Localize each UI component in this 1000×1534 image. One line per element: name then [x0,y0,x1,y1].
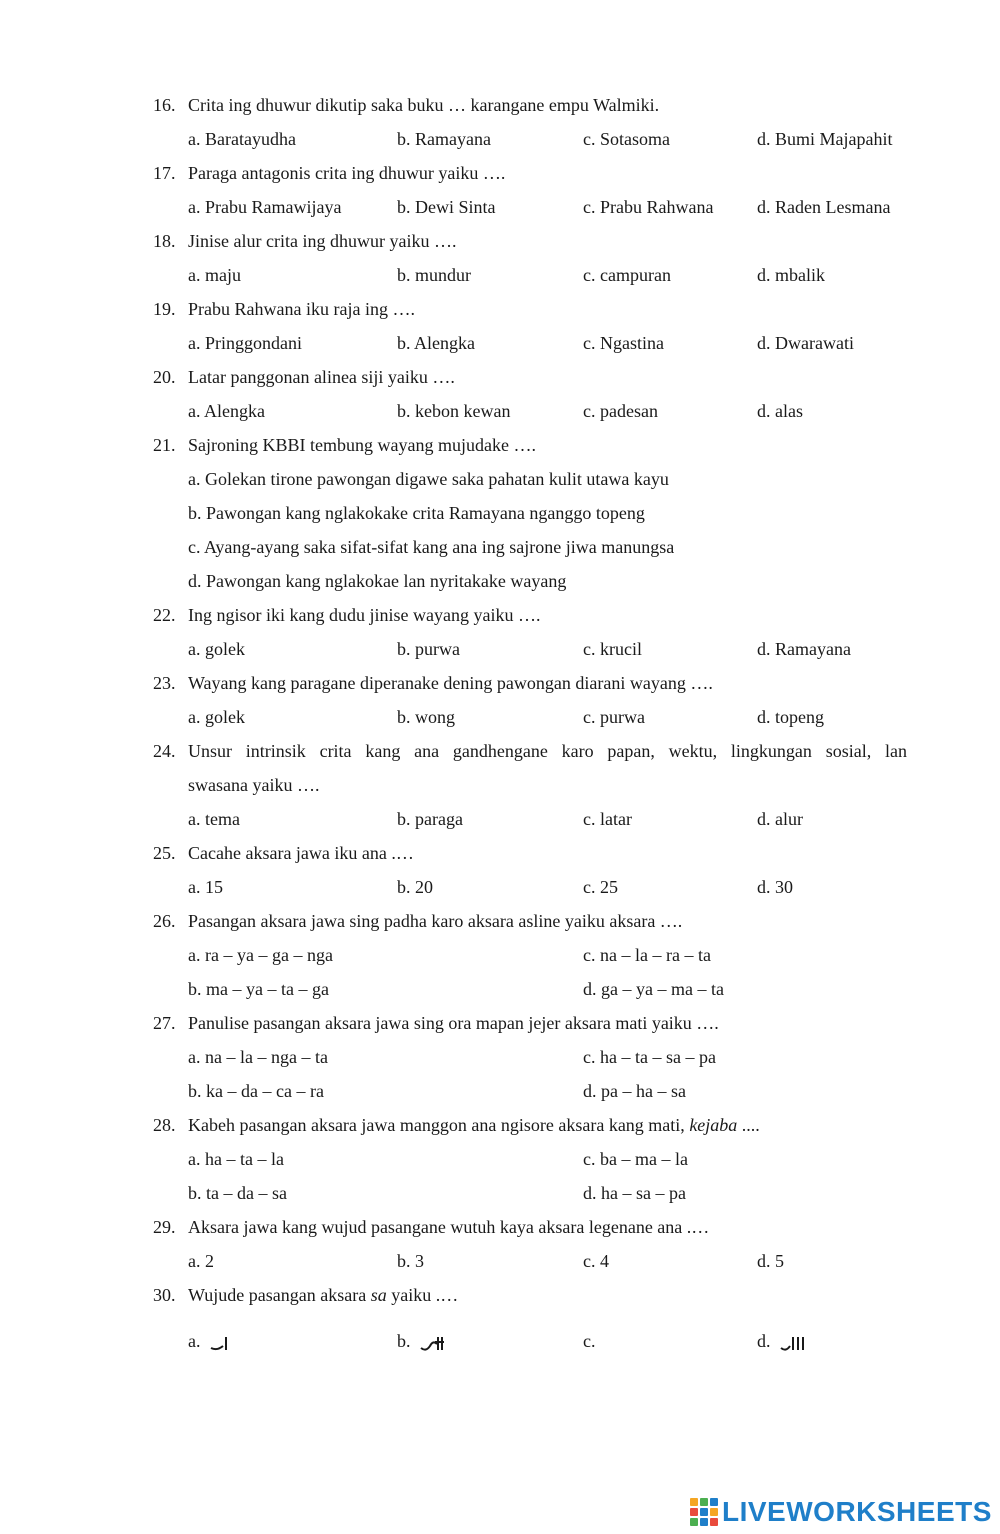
question-text-continued: swasana yaiku …. [188,775,320,795]
option-c[interactable]: c. Ayang-ayang saka sifat-sifat kang ana ing sajrone jiwa manungsa [188,537,675,557]
question-number: 29. [153,1217,176,1237]
option-c[interactable]: c. Ngastina [583,333,664,353]
option-a[interactable]: a. ha – ta – la [188,1149,284,1169]
option-a[interactable]: a. 2 [188,1251,214,1271]
option-a[interactable]: a. golek [188,707,245,727]
option-a[interactable]: a. Prabu Ramawijaya [188,197,342,217]
option-c[interactable]: c. ba – ma – la [583,1149,688,1169]
question-text: Aksara jawa kang wujud pasangane wutuh kaya aksara legenane ana .… [188,1217,710,1237]
option-c[interactable]: c. latar [583,809,632,829]
option-b[interactable]: b. Dewi Sinta [397,197,496,217]
question-text: Wayang kang paragane diperanake dening pawongan diarani wayang …. [188,673,713,693]
option-c[interactable]: c. purwa [583,707,645,727]
option-b[interactable]: b. wong [397,707,455,727]
option-b[interactable]: b. mundur [397,265,471,285]
option-c[interactable]: c. padesan [583,401,658,421]
option-a[interactable] [188,1330,233,1352]
option-a[interactable]: a. Golekan tirone pawongan digawe saka pahatan kulit utawa kayu [188,469,669,489]
logo-tiles-icon [690,1498,718,1526]
question-text: Ing ngisor iki kang dudu jinise wayang yaiku …. [188,605,541,625]
option-a[interactable]: a. tema [188,809,240,829]
question-text-tail: .... [737,1115,760,1135]
javanese-pasangan-glyph-a [209,1334,233,1352]
option-b[interactable]: b. ta – da – sa [188,1183,287,1203]
question-number: 24. [153,741,176,761]
option-d[interactable] [757,1330,807,1352]
question-number: 17. [153,163,176,183]
option-b[interactable]: b. paraga [397,809,463,829]
option-b[interactable]: b. purwa [397,639,460,659]
option-c[interactable]: c. na – la – ra – ta [583,945,711,965]
option-b[interactable]: b. ka – da – ca – ra [188,1081,324,1101]
option-a[interactable]: a. golek [188,639,245,659]
option-a[interactable]: a. Alengka [188,401,265,421]
question-text: Crita ing dhuwur dikutip saka buku … karangane empu Walmiki. [188,95,660,115]
question-text-emphasis: sa [370,1285,387,1305]
option-d[interactable]: d. Raden Lesmana [757,197,891,217]
option-d[interactable]: d. topeng [757,707,824,727]
option-d[interactable]: d. pa – ha – sa [583,1081,686,1101]
option-b[interactable]: b. ma – ya – ta – ga [188,979,329,999]
option-c[interactable]: c. 25 [583,877,618,897]
question-number: 16. [153,95,176,115]
option-d[interactable]: d. mbalik [757,265,825,285]
javanese-pasangan-glyph-d [779,1334,807,1352]
logo-text: LIVEWORKSHEETS [722,1496,992,1527]
option-d[interactable]: d. 30 [757,877,793,897]
option-c[interactable]: c. Sotasoma [583,129,670,149]
option-d[interactable]: d. Pawongan kang nglakokae lan nyritakake wayang [188,571,567,591]
option-b[interactable] [397,1330,445,1352]
question-number: 30. [153,1285,176,1305]
option-d[interactable]: d. alur [757,809,803,829]
question-text-main: Kabeh pasangan aksara jawa manggon ana ngisore aksara kang mati, [188,1115,690,1135]
question-text-main: Wujude pasangan aksara [188,1285,371,1305]
question-text: Jinise alur crita ing dhuwur yaiku …. [188,231,457,251]
option-c[interactable]: c. krucil [583,639,642,659]
option-a[interactable]: a. Baratayudha [188,129,296,149]
question-number: 20. [153,367,176,387]
liveworksheets-logo [690,1496,992,1528]
option-c-label: c. [583,1331,596,1351]
option-c[interactable]: c. campuran [583,265,671,285]
option-d[interactable]: d. 5 [757,1251,784,1271]
option-a[interactable]: a. na – la – nga – ta [188,1047,328,1067]
question-number: 28. [153,1115,176,1135]
question-text: Panulise pasangan aksara jawa sing ora mapan jejer aksara mati yaiku …. [188,1013,719,1033]
option-b[interactable]: b. 3 [397,1251,424,1271]
option-d[interactable]: d. ha – sa – pa [583,1183,686,1203]
question-text: Sajroning KBBI tembung wayang mujudake …. [188,435,536,455]
option-d[interactable]: d. Ramayana [757,639,851,659]
option-a[interactable]: a. maju [188,265,241,285]
option-c[interactable]: c. ha – ta – sa – pa [583,1047,716,1067]
question-text-tail: yaiku .… [386,1285,459,1305]
option-c[interactable] [583,1330,596,1352]
question-text: Pasangan aksara jawa sing padha karo aksara asline yaiku aksara …. [188,911,683,931]
option-b[interactable]: b. Ramayana [397,129,491,149]
question-number: 27. [153,1013,176,1033]
option-d[interactable]: d. ga – ya – ma – ta [583,979,724,999]
option-b[interactable]: b. 20 [397,877,433,897]
question-text: Cacahe aksara jawa iku ana .… [188,843,414,863]
question-number: 21. [153,435,176,455]
option-d[interactable]: d. Bumi Majapahit [757,129,893,149]
option-b[interactable]: b. Pawongan kang nglakokake crita Ramayana nganggo topeng [188,503,645,523]
question-text: Unsur intrinsik crita kang ana gandhengane karo papan, wektu, lingkungan sosial, lan [188,741,907,761]
question-text-emphasis: kejaba [689,1115,738,1135]
question-number: 18. [153,231,176,251]
question-text: Paraga antagonis crita ing dhuwur yaiku …. [188,163,506,183]
question-number: 22. [153,605,176,625]
javanese-pasangan-glyph-b [419,1334,445,1352]
question-text [188,1114,760,1136]
question-text: Prabu Rahwana iku raja ing …. [188,299,415,319]
question-number: 26. [153,911,176,931]
question-number: 19. [153,299,176,319]
question-text [188,1284,458,1306]
question-number: 23. [153,673,176,693]
option-d[interactable]: d. Dwarawati [757,333,854,353]
option-b[interactable]: b. kebon kewan [397,401,511,421]
option-c[interactable]: c. Prabu Rahwana [583,197,714,217]
question-text: Latar panggonan alinea siji yaiku …. [188,367,455,387]
option-d[interactable]: d. alas [757,401,803,421]
question-number: 25. [153,843,176,863]
option-a[interactable]: a. Pringgondani [188,333,302,353]
option-a[interactable]: a. 15 [188,877,223,897]
option-a-label: a. [188,1331,201,1351]
option-d-label: d. [757,1331,771,1351]
option-b[interactable]: b. Alengka [397,333,475,353]
option-c[interactable]: c. 4 [583,1251,609,1271]
option-b-label: b. [397,1331,411,1351]
option-a[interactable]: a. ra – ya – ga – nga [188,945,333,965]
